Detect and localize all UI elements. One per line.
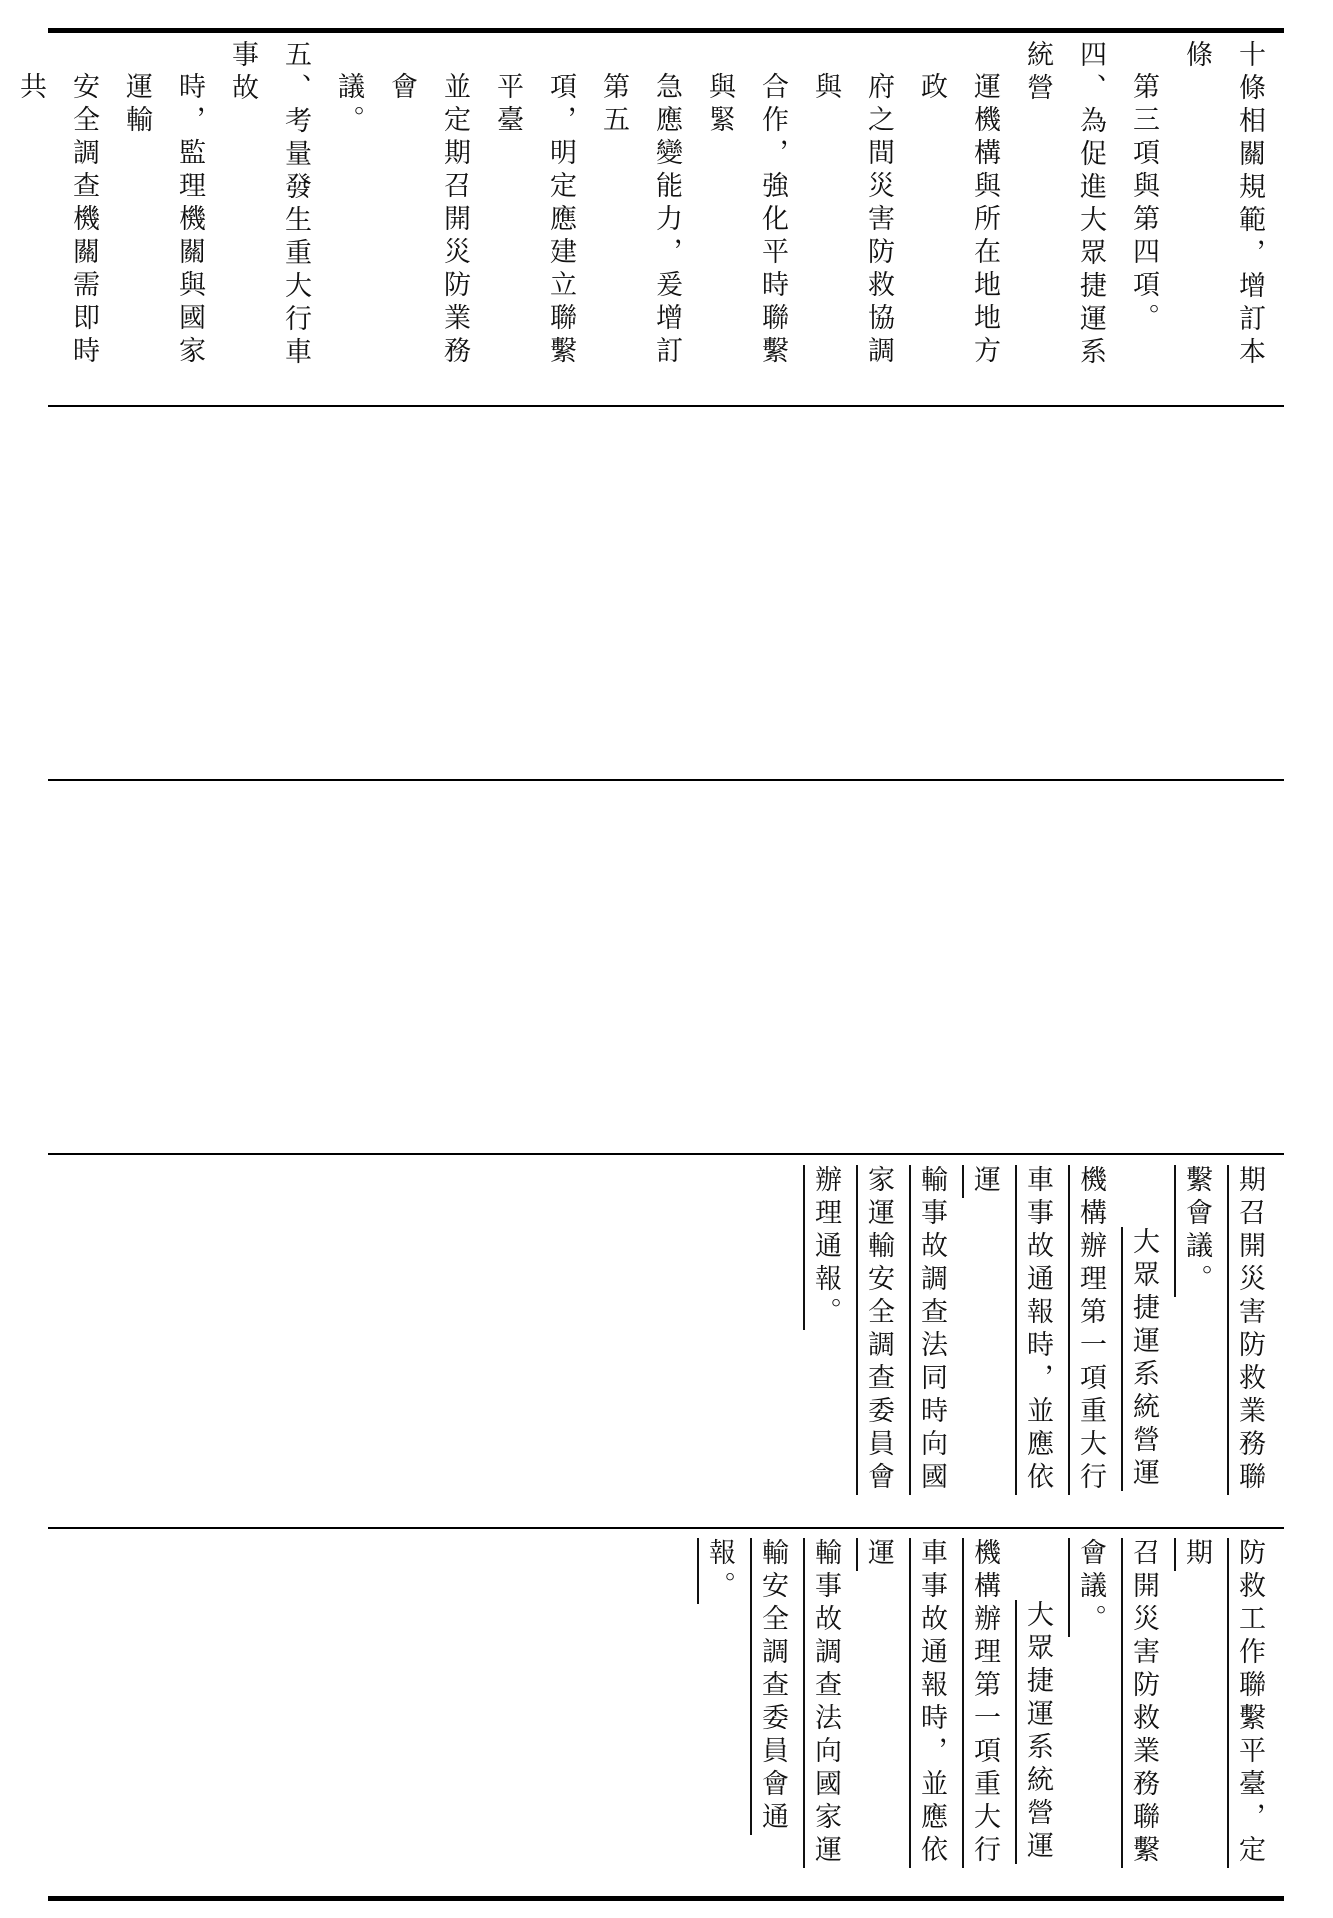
text-line: 議。 (333, 72, 364, 139)
text-line: 運機構與所在地地方政 (916, 72, 1000, 370)
row-divider-1 (48, 405, 1284, 407)
text-line: 並定期召開災防業務會 (386, 72, 470, 370)
text-line: 合作，強化平時聯繫與緊 (704, 72, 788, 370)
explanation-cell (15, 40, 1284, 400)
bottom-border (48, 1896, 1284, 1901)
text-line: 府之間災害防救協調與 (810, 72, 894, 370)
text-line: 車事故通報時，並應依運 (969, 1165, 1053, 1495)
text-line: 十條相關規範，增訂本條 (1181, 40, 1265, 370)
text-line: 第三項與第四項。 (1128, 72, 1159, 337)
text-line: 時，監理機關與國家運輸 (121, 72, 205, 370)
amendment-text-cell (48, 1165, 1284, 1520)
text-line: 繫會議。 (1181, 1165, 1212, 1297)
text-line: 輸事故調查法向國家運 (810, 1538, 841, 1868)
text-line: 大眾捷運系統營運 (1128, 1227, 1159, 1492)
text-line: 期召開災害防救業務聯 (1234, 1165, 1265, 1495)
text-line: 機構辦理第一項重大行 (969, 1538, 1000, 1868)
text-line: 家運輸安全調查委員會 (863, 1165, 894, 1495)
text-line: 會議。 (1075, 1538, 1106, 1637)
text-line (0, 72, 4, 400)
text-line: 安全調查機關需即時共 (15, 72, 99, 370)
empty-cell (48, 784, 1284, 1149)
row-divider-2 (48, 779, 1284, 781)
text-line: 四、為促進大眾捷運系統營 (1022, 40, 1106, 370)
empty-cell (48, 410, 1284, 775)
text-line: 五、考量發生重大行車事故 (227, 40, 311, 370)
text-line: 急應變能力，爰增訂第五 (598, 72, 682, 370)
text-line: 輸安全調查委員會通報。 (704, 1538, 788, 1835)
text-line: 防救工作聯繫平臺，定期 (1181, 1538, 1265, 1868)
amendment-text-cell-2 (48, 1538, 1284, 1890)
text-line: 辦理通報。 (810, 1165, 841, 1330)
row-divider-3 (48, 1153, 1284, 1155)
text-line: 機構辦理第一項重大行 (1075, 1165, 1106, 1495)
text-line: 召開災害防救業務聯繫 (1128, 1538, 1159, 1868)
text-line: 輸事故調查法同時向國 (916, 1165, 947, 1495)
text-line: 車事故通報時，並應依運 (863, 1538, 947, 1868)
top-border (48, 28, 1284, 33)
text-line: 項，明定應建立聯繫平臺 (492, 72, 576, 370)
text-line: 大眾捷運系統營運 (1022, 1600, 1053, 1865)
row-divider-4 (48, 1527, 1284, 1529)
